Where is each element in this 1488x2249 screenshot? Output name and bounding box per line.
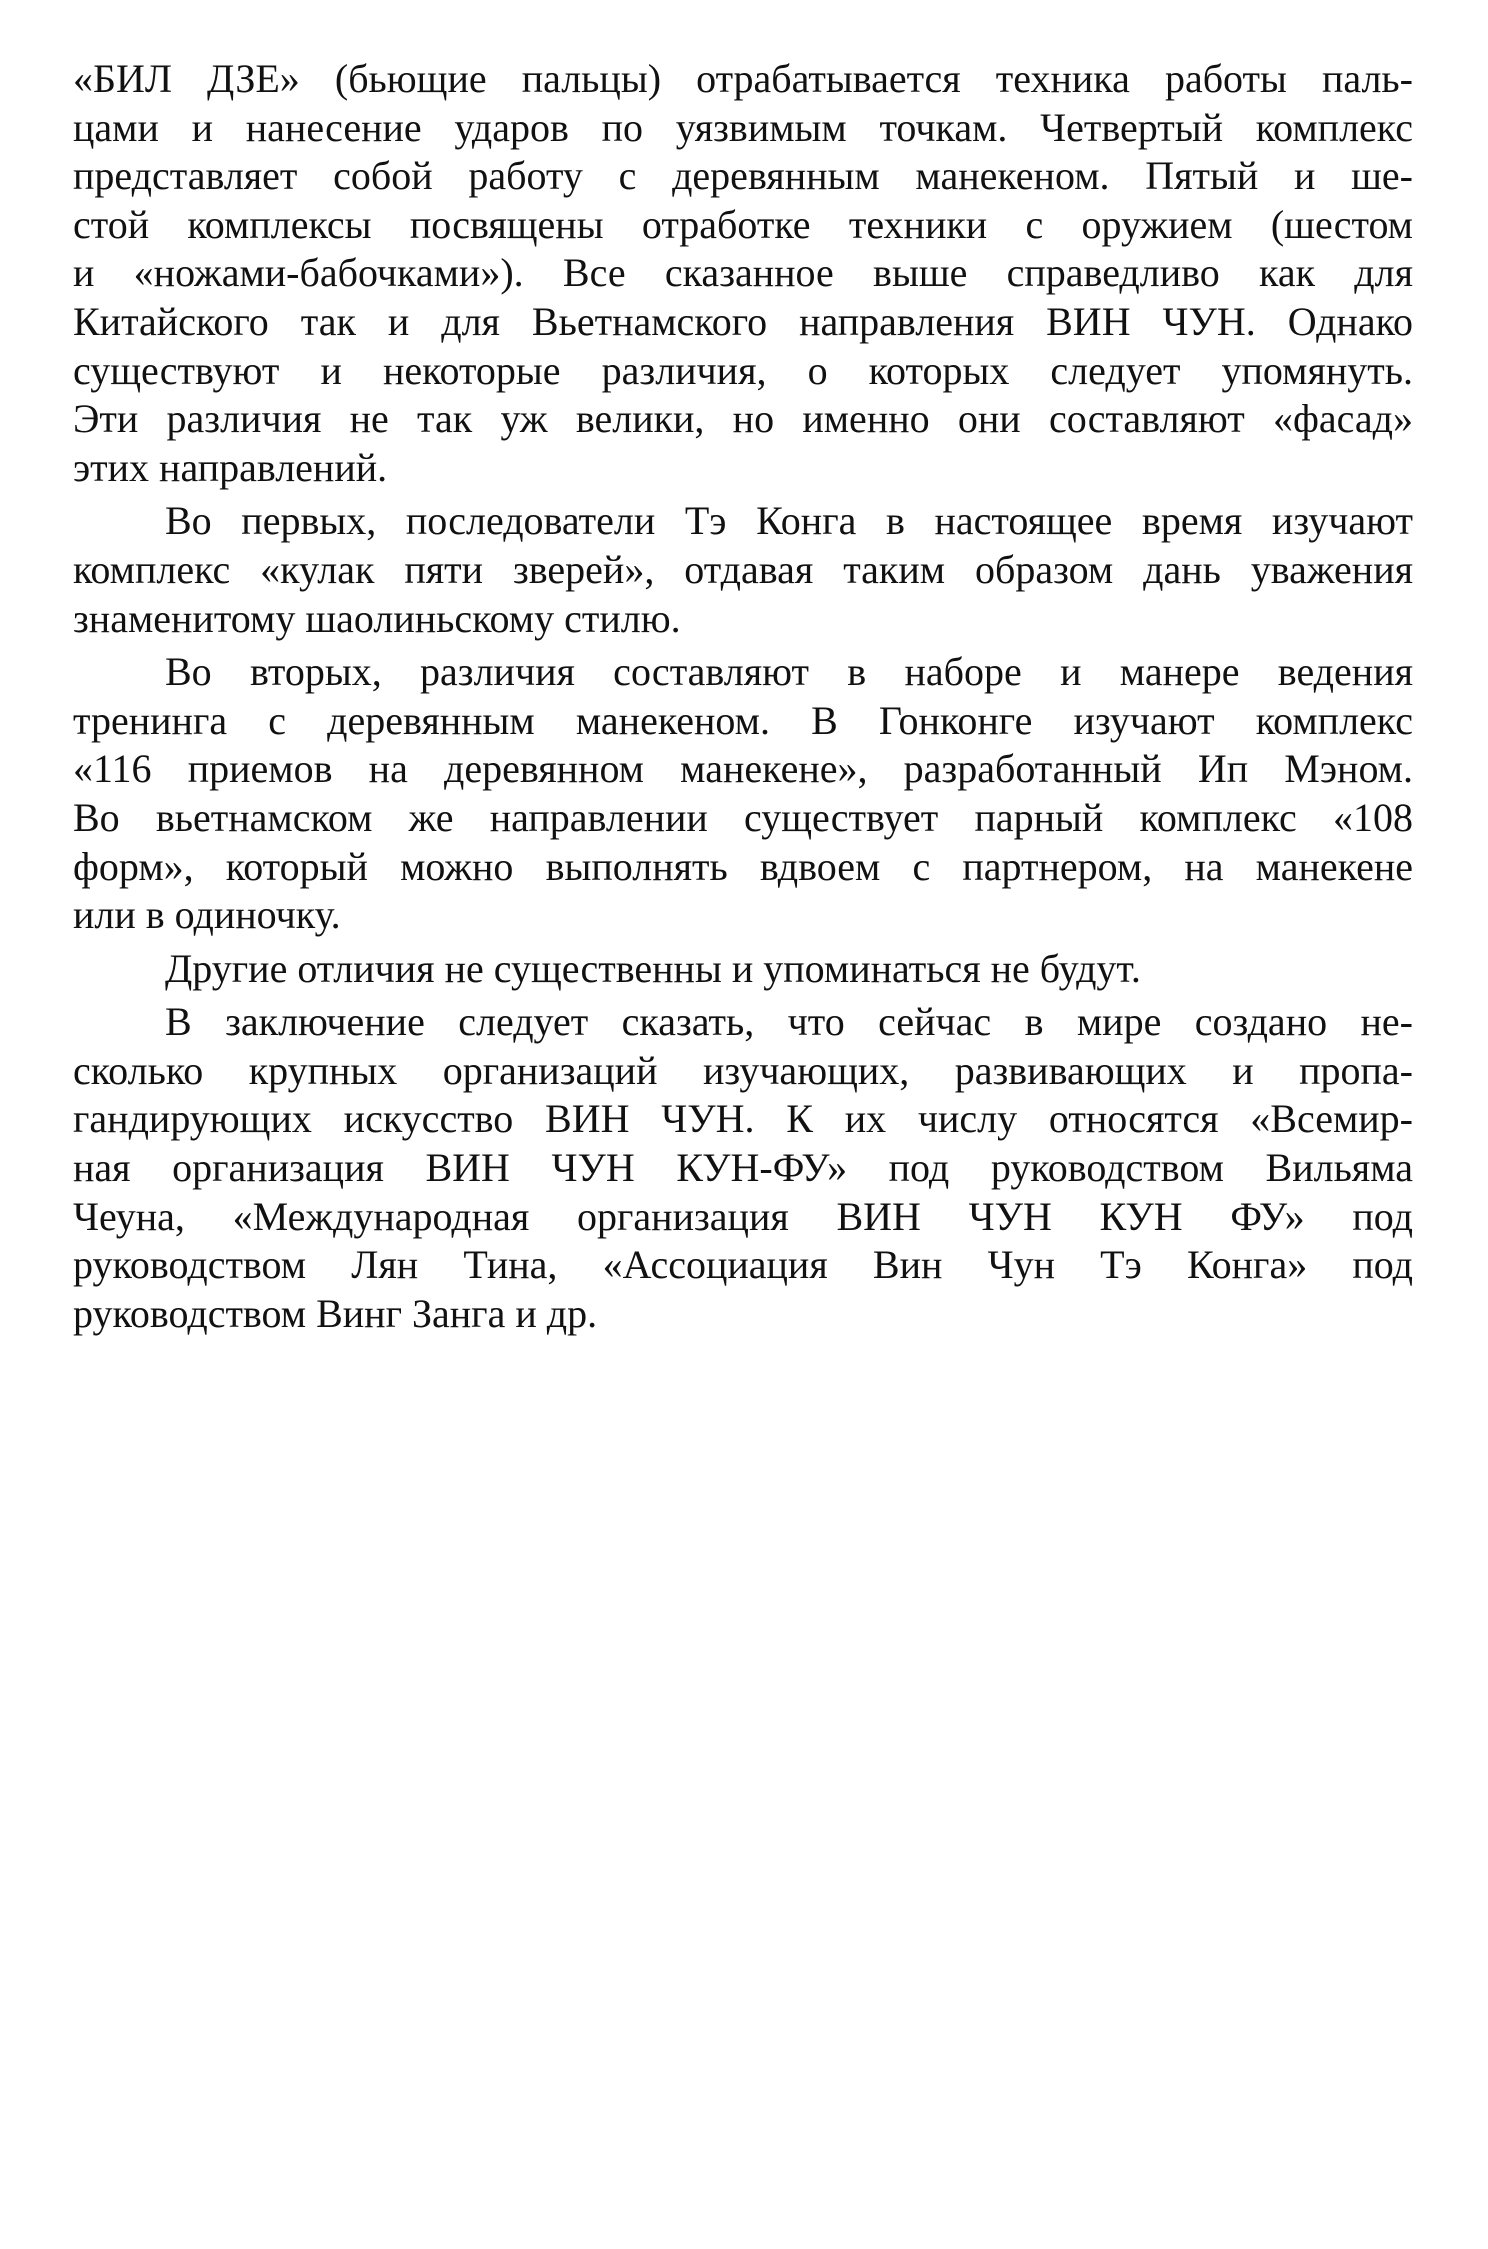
paragraph-4-line-1: Другие отличия не существенны и упоминаться не будут.	[165, 945, 1141, 991]
paragraph-5-line-3: гандирующих искусство ВИН ЧУН. К их числу относятся «Всемир-	[73, 1096, 1413, 1142]
paragraph-1-line-2: цами и нанесение ударов по уязвимым точкам. Четвертый комплекс	[73, 104, 1413, 150]
paragraph-5-line-7: руководством Винг Занга и др.	[73, 1290, 598, 1336]
paragraph-1-line-5: и «ножами-бабочками»). Все сказанное выше справедливо как для	[73, 250, 1413, 296]
paragraph-1-line-3: представляет собой работу с деревянным манекеном. Пятый и ше-	[73, 153, 1413, 199]
paragraph-5-line-6: руководством Лян Тина, «Ассоциация Вин Чун Тэ Конга» под	[73, 1242, 1413, 1288]
paragraph-1-line-1: «БИЛ ДЗЕ» (бьющие пальцы) отрабатывается техника работы паль-	[73, 56, 1413, 101]
paragraph-3-line-2: тренинга с деревянным манекеном. В Гонконге изучают комплекс	[73, 697, 1413, 743]
paragraph-5-line-2: сколько крупных организаций изучающих, развивающих и пропа-	[73, 1047, 1413, 1093]
paragraph-5-line-4: ная организация ВИН ЧУН КУН-ФУ» под руководством Вильяма	[73, 1145, 1413, 1191]
paragraph-1-line-9: этих направлений.	[73, 444, 388, 490]
paragraph-1-line-6: Китайского так и для Вьетнамского направления ВИН ЧУН. Однако	[73, 298, 1413, 344]
body-text	[73, 55, 1413, 1338]
paragraph-5-line-5: Чеуна, «Международная организация ВИН ЧУН КУН ФУ» под	[73, 1193, 1413, 1239]
paragraph-1-line-4: стой комплексы посвящены отработке техники с оружием (шестом	[73, 201, 1413, 247]
paragraph-1-line-7: существуют и некоторые различия, о которых следует упомянуть.	[73, 347, 1413, 393]
paragraph-3-line-6: или в одиночку.	[73, 892, 341, 938]
paragraph-3-line-3: «116 приемов на деревянном манекене», разработанный Ип Мэном.	[73, 746, 1413, 792]
paragraph-3-line-1: Во вторых, различия составляют в наборе и манере ведения	[165, 649, 1413, 695]
paragraph-3-line-5: форм», который можно выполнять вдвоем с партнером, на манекене	[73, 843, 1413, 889]
paragraph-1-line-8: Эти различия не так уж велики, но именно они составляют «фасад»	[73, 396, 1413, 442]
paragraph-3-line-4: Во вьетнамском же направлении существует парный комплекс «108	[73, 794, 1413, 840]
paragraph-5-line-1: В заключение следует сказать, что сейчас в мире создано не-	[165, 999, 1413, 1045]
paragraph-2-line-3: знаменитому шаолиньскому стилю.	[73, 595, 681, 641]
paragraph-2-line-2: комплекс «кулак пяти зверей», отдавая таким образом дань уважения	[73, 546, 1413, 592]
paragraph-2-line-1: Во первых, последователи Тэ Конга в настоящее время изучают	[165, 498, 1413, 544]
